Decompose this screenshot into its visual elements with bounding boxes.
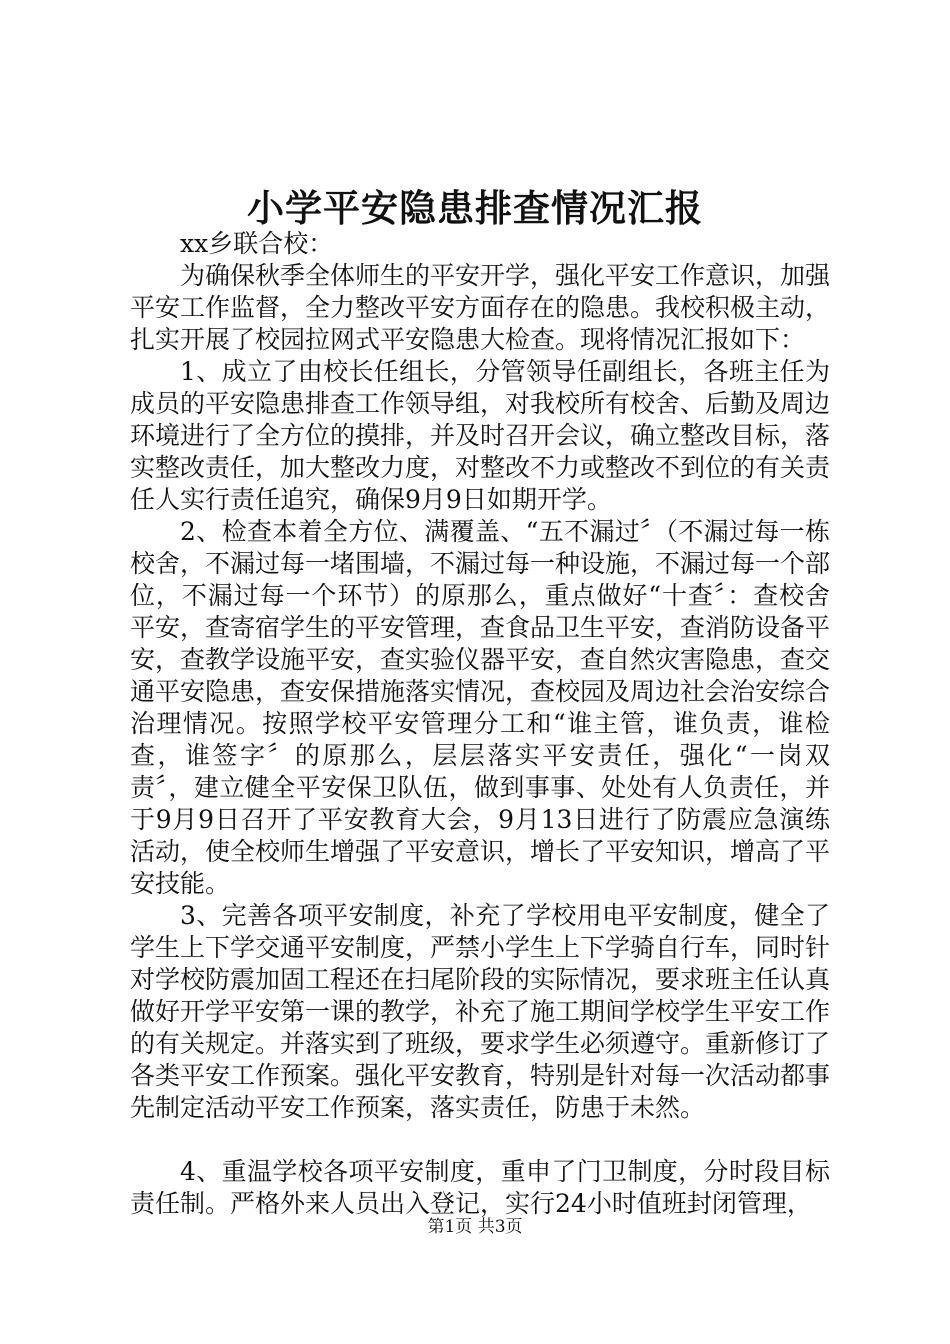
document-title: 小学平安隐患排查情况汇报 xyxy=(247,186,703,230)
document-body xyxy=(130,228,830,1220)
paragraph-intro: 为确保秋季全体师生的平安开学，强化平安工作意识，加强平安工作监督，全力整改平安方面存在的隐患。我校积极主动，扎实开展了校园拉网式平安隐患大检查。现将情况汇报如下： xyxy=(130,261,831,354)
salutation: xx乡联合校： xyxy=(180,229,334,258)
paragraph-item-1: 1、成立了由校长任组长，分管领导任副组长，各班主任为成员的平安隐患排查工作领导组，对我校所有校舍、后勤及周边环境进行了全方位的摸排，并及时召开会议，确立整改目标，落实整改责任，加大整改力度，对整改不力或整改不到位的有关责任人实行责任追究，确保9月9日如期开学。 xyxy=(130,357,831,514)
paragraph-item-4: 4、重温学校各项平安制度，重申了门卫制度，分时段目标责任制。严格外来人员出入登记，实行24小时值班封闭管理， xyxy=(130,1157,830,1218)
page-footer: 第1页 共3页 xyxy=(427,1217,523,1237)
paragraph-gap xyxy=(130,1124,830,1156)
paragraph-item-2: 2、检查本着全方位、满覆盖、“五不漏过〞（不漏过每一栋校舍，不漏过每一堵围墙，不漏过每一种设施，不漏过每一个部位，不漏过每一个环节）的原那么，重点做好“十查〞：查校舍平安，查寄宿学生的平安管理，查食品卫生平安，查消防设备平安，查教学设施平安，查实验仪器平安，查自然灾害隐患，查交通平安隐患，查安保措施落实情况，查校园及周边社会治安综合治理情况。按照学校平安管理分工和“谁主管，谁负责，谁检查，谁签字〞的原那么，层层落实平安责任，强化“一岗双责〞，建立健全平安保卫队伍，做到事事、处处有人负责任，并于9月9日召开了平安教育大会，9月13日进行了防震应急演练活动，使全校师生增强了平安意识，增长了平安知识，增高了平安技能。 xyxy=(130,517,831,898)
paragraph-item-3: 3、完善各项平安制度，补充了学校用电平安制度，健全了学生上下学交通平安制度，严禁小学生上下学骑自行车，同时针对学校防震加固工程还在扫尾阶段的实际情况，要求班主任认真做好开学平安第一课的教学，补充了施工期间学校学生平安工作的有关规定。并落实到了班级，要求学生必须遵守。重新修订了各类平安工作预案。强化平安教育，特别是针对每一次活动都事先制定活动平安工作预案，落实责任，防患于未然。 xyxy=(130,901,831,1122)
